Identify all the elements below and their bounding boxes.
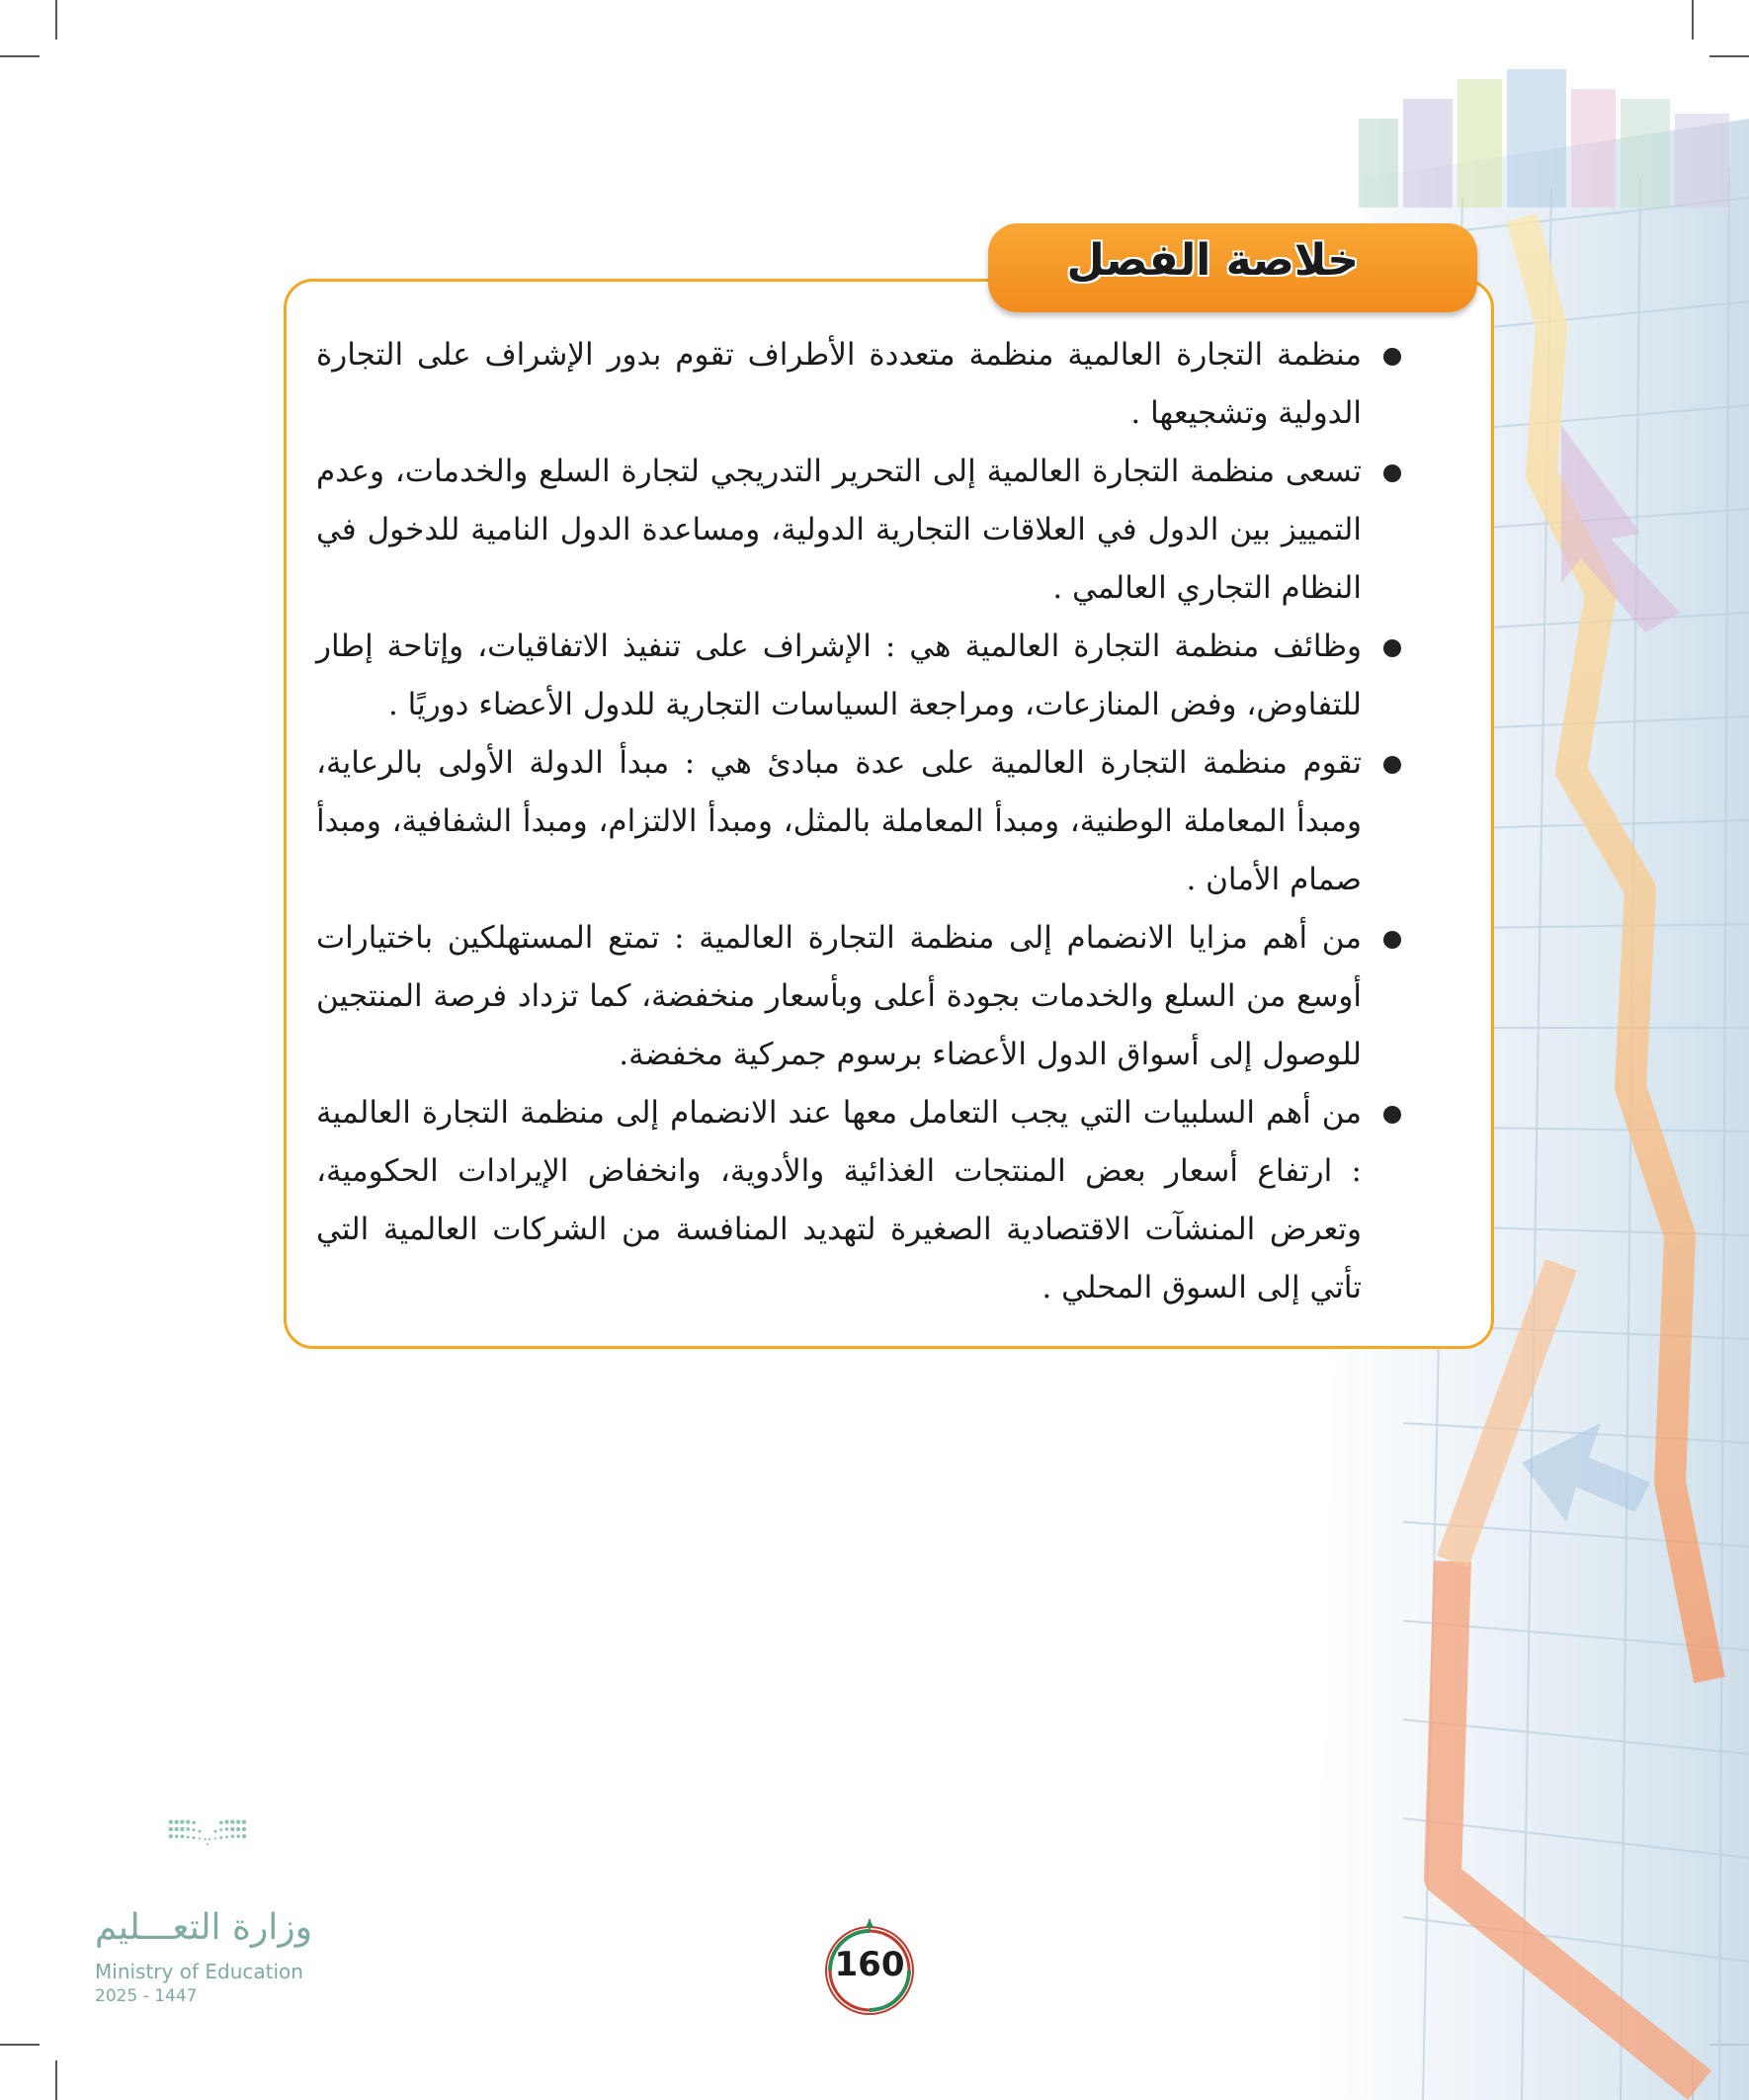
summary-bullet xyxy=(316,326,1403,443)
ministry-name-arabic: وزارة التعـــليم xyxy=(94,1907,312,1948)
bullet-dot-icon xyxy=(1383,756,1401,774)
bullet-dot-icon xyxy=(1383,464,1401,482)
ministry-year: 2025 - 1447 xyxy=(95,1986,198,2006)
summary-bullet-list xyxy=(316,326,1403,1317)
bullet-text: تسعى منظمة التجارة العالمية إلى التحرير التدريجي لتجارة السلع والخدمات، وعدم التمييز بين الدول في العلاقات التجارية الدولية، ومساعدة الدول النامية للدخول في النظام التجاري العالمي . xyxy=(316,454,1362,606)
ministry-name-english: Ministry of Education xyxy=(95,1960,303,1983)
summary-bullet xyxy=(316,1084,1403,1317)
bullet-text: وظائف منظمة التجارة العالمية هي : الإشراف على تنفيذ الاتفاقيات، وإتاحة إطار للتفاوض، وفض المنازعات، ومراجعة السياسات التجارية للدول الأعضاء دوريًا . xyxy=(316,629,1362,722)
summary-bullet xyxy=(316,618,1403,734)
summary-title-tab xyxy=(988,223,1477,312)
summary-bullet xyxy=(316,443,1403,618)
bullet-text: من أهم السلبيات التي يجب التعامل معها عند الانضمام إلى منظمة التجارة العالمية : ارتفاع أسعار بعض المنتجات الغذائية والأدوية، وانخفاض الإيرادات الحكومية، وتعرض المنشآت الاقتصادية الصغيرة لتهديد المنافسة من الشركات العالمية التي تأتي إلى السوق المحلي . xyxy=(316,1095,1362,1305)
summary-bullet xyxy=(316,909,1403,1084)
bullet-text: تقوم منظمة التجارة العالمية على عدة مبادئ هي : مبدأ الدولة الأولى بالرعاية، ومبدأ المعاملة الوطنية، ومبدأ المعاملة بالمثل، ومبدأ الالتزام، ومبدأ الشفافية، ومبدأ صمام الأمان . xyxy=(316,745,1362,897)
bullet-dot-icon xyxy=(1383,639,1401,657)
bullet-dot-icon xyxy=(1383,348,1401,366)
bullet-text: من أهم مزايا الانضمام إلى منظمة التجارة العالمية : تمتع المستهلكين باختيارات أوسع من السلع والخدمات بجودة أعلى وبأسعار منخفضة، كما تزداد فرصة المنتجين للوصول إلى أسواق الدول الأعضاء برسوم جمركية مخفضة. xyxy=(316,920,1362,1072)
bullet-text: منظمة التجارة العالمية منظمة متعددة الأطراف تقوم بدور الإشراف على التجارة الدولية وتشجيعها . xyxy=(316,337,1362,431)
summary-bullet xyxy=(316,734,1403,909)
page-number: 160 xyxy=(834,1945,905,1984)
bullet-dot-icon xyxy=(1383,1106,1401,1124)
ministry-logo-icon xyxy=(95,1818,322,1897)
bullet-dot-icon xyxy=(1383,931,1401,949)
summary-title: خلاصة الفصل xyxy=(1066,235,1359,286)
